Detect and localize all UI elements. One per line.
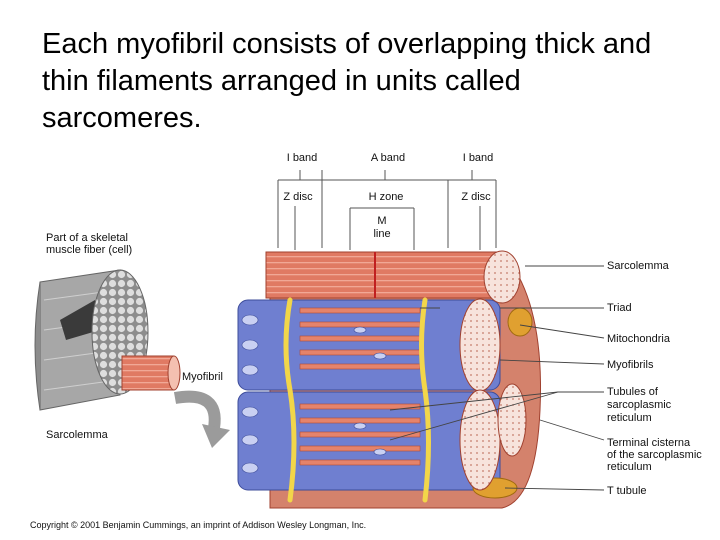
z-disc-right-label: Z disc [461, 191, 491, 203]
myofibril-bundle [122, 356, 180, 390]
slide-title: Each myofibril consists of overlapping thick and thin filaments arranged in units called sarcomeres. [42, 28, 652, 134]
sarcolemma-label: Sarcolemma [607, 260, 669, 272]
tubules-label-1: Tubules of [607, 386, 658, 398]
i-band-left-label: I band [286, 152, 318, 164]
tubules-label-3: reticulum [607, 412, 652, 424]
sarcolemma-left-label: Sarcolemma [46, 429, 108, 441]
muscle-fiber-label-2: muscle fiber (cell) [46, 244, 133, 256]
myofibrils-label: Myofibrils [607, 359, 654, 371]
terminal-cisterna-label-2: of the sarcoplasmic [607, 449, 702, 461]
muscle-fiber-illustration [35, 270, 230, 448]
mitochondria-label: Mitochondria [607, 333, 670, 345]
i-band-right-label: I band [462, 152, 494, 164]
m-line-label-2: line [373, 228, 391, 240]
terminal-cisterna-label-3: reticulum [607, 461, 652, 473]
z-disc-left-label: Z disc [283, 191, 313, 203]
a-band-label: A band [370, 152, 406, 164]
terminal-cisterna-label-1: Terminal cisterna [607, 437, 691, 449]
myofibril-label: Myofibril [182, 371, 223, 383]
myofibril-block [238, 251, 541, 508]
muscle-fiber-label-1: Part of a skeletal [46, 232, 128, 244]
h-zone-label: H zone [368, 191, 404, 203]
m-line-label-1: M [377, 215, 387, 227]
copyright-notice: Copyright © 2001 Benjamin Cummings, an imprint of Addison Wesley Longman, Inc. [30, 520, 367, 530]
tubules-label-2: sarcoplasmic [607, 399, 672, 411]
t-tubule-label: T tubule [607, 485, 647, 497]
triad-label: Triad [607, 302, 632, 314]
